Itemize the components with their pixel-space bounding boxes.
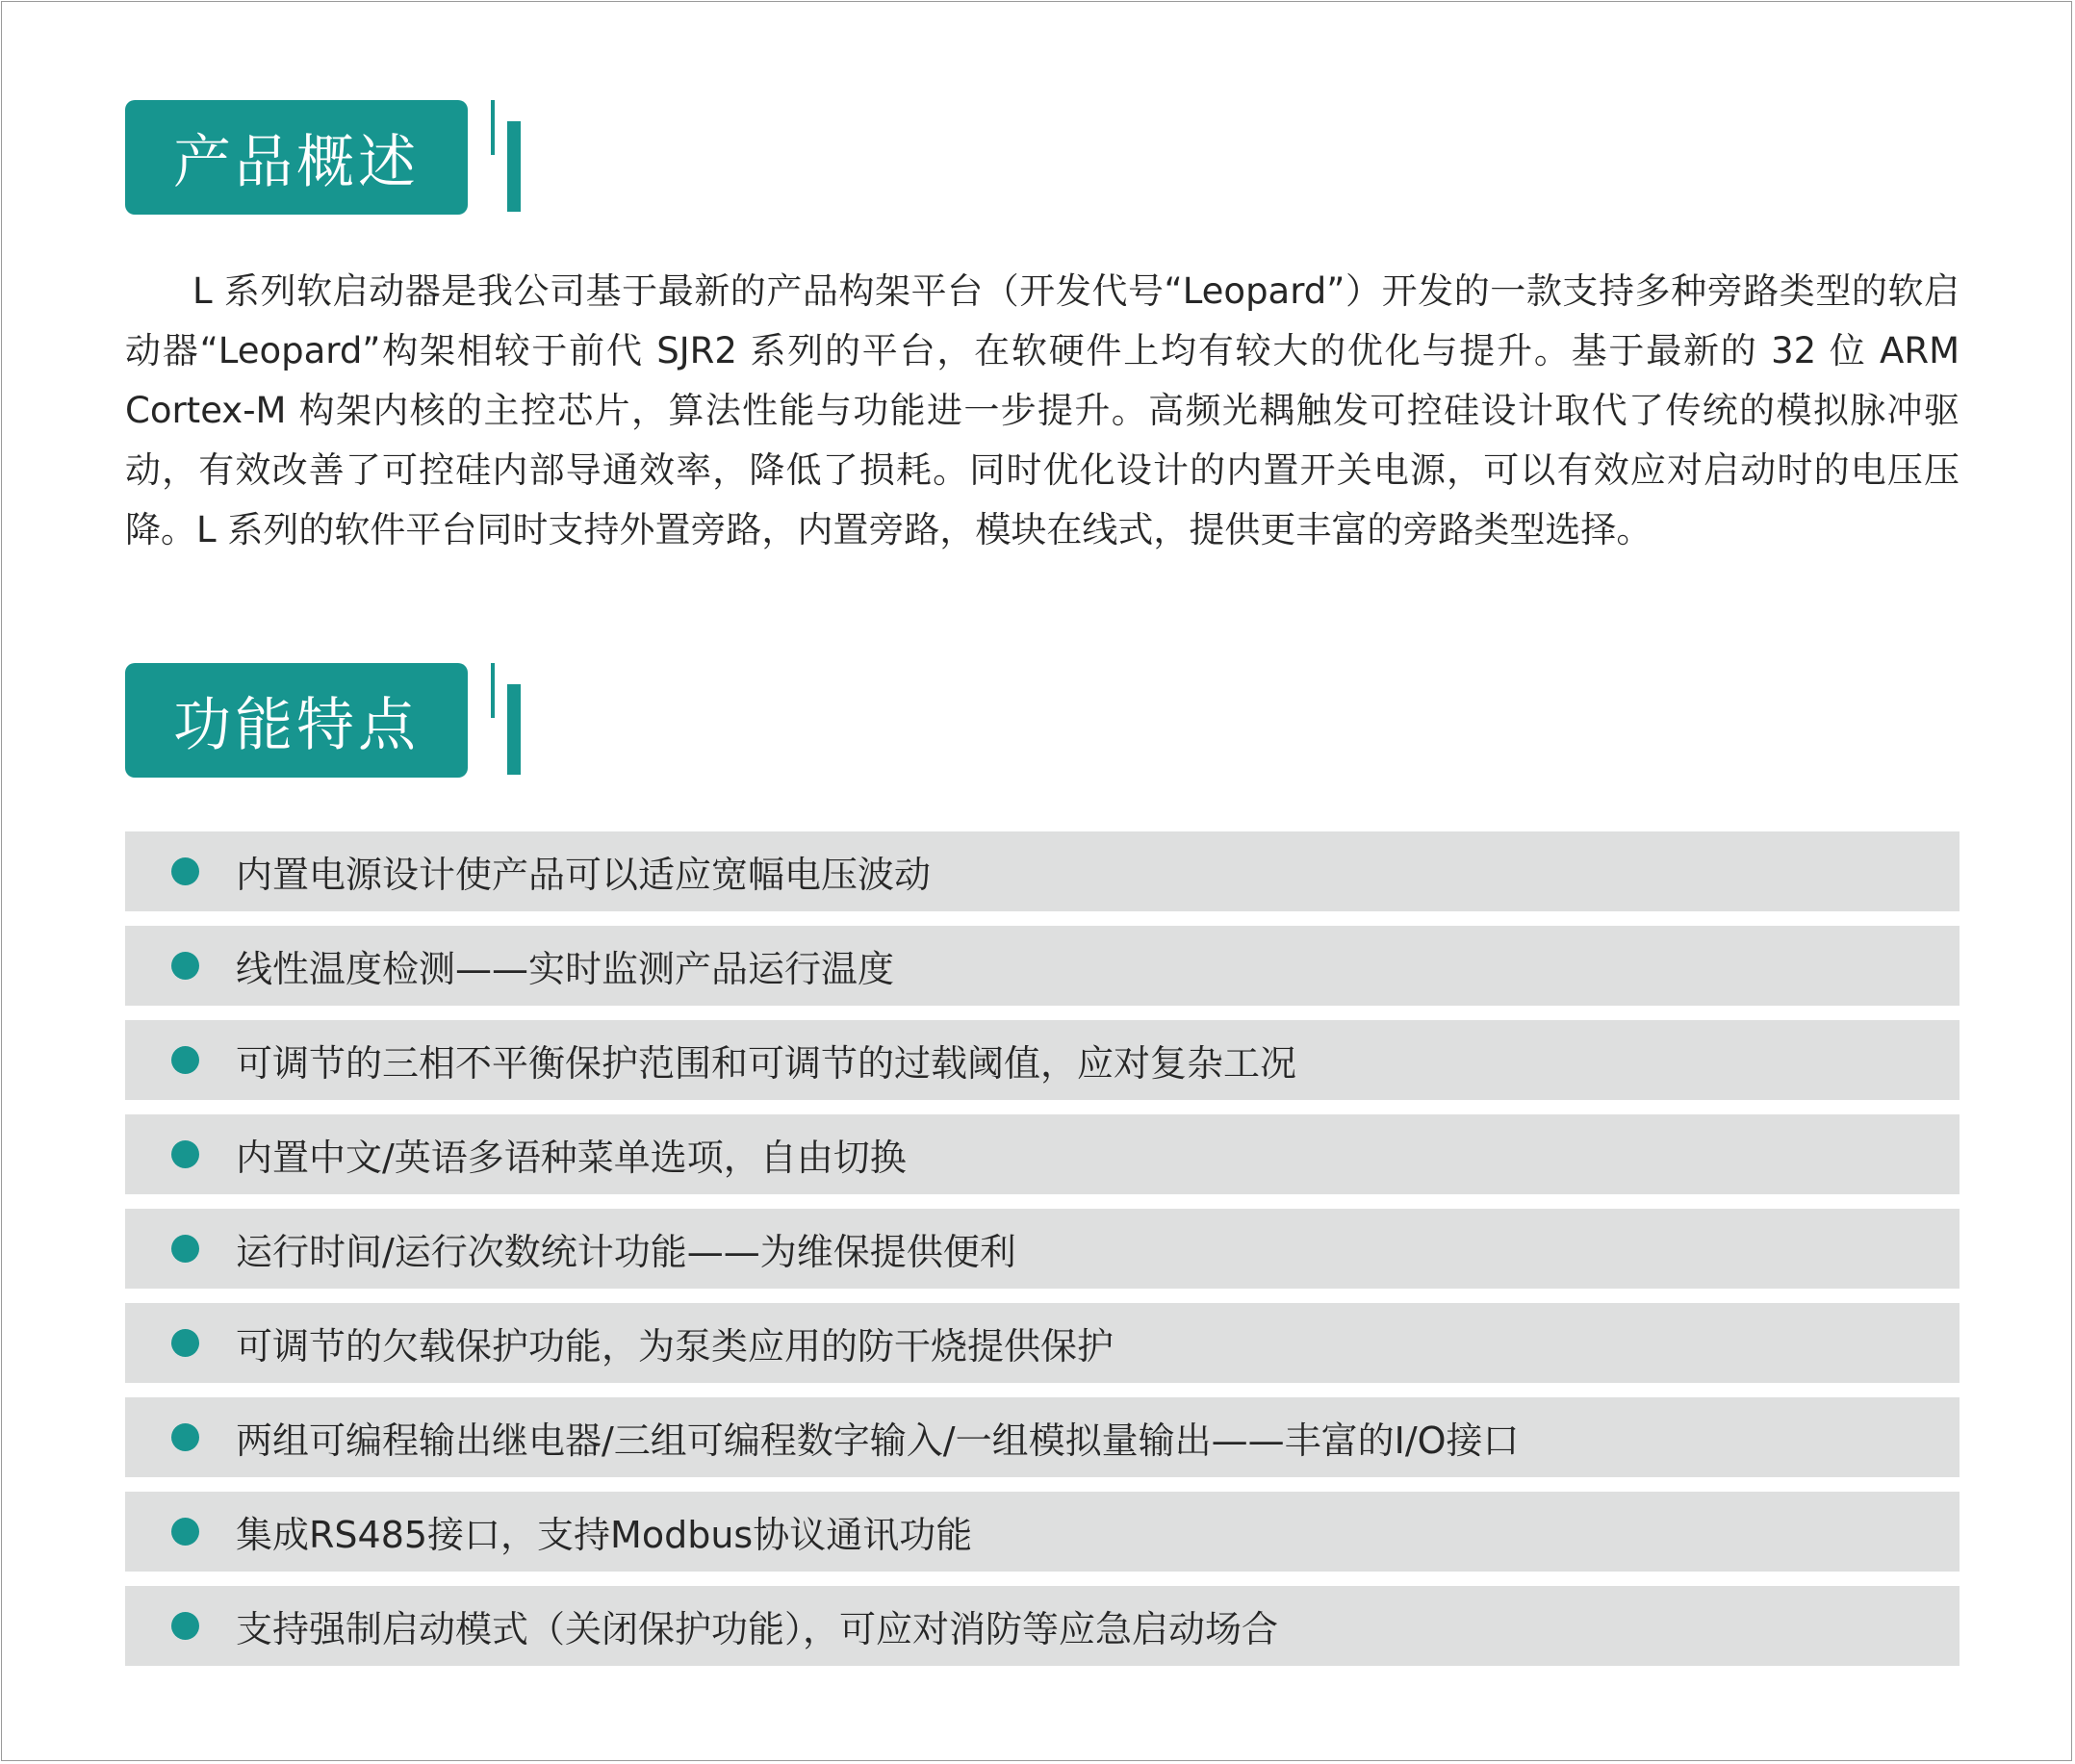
- bullet-dot-icon: [171, 1140, 199, 1168]
- feature-text: 内置电源设计使产品可以适应宽幅电压波动: [236, 854, 932, 896]
- feature-text: 内置中文/英语多语种菜单选项，自由切换: [236, 1137, 907, 1179]
- overview-section-title: 产品概述: [173, 128, 420, 196]
- features-section-title: 功能特点: [173, 691, 420, 759]
- feature-text: 两组可编程输出继电器/三组可编程数字输入/一组模拟量输出——丰富的I/O接口: [236, 1419, 1520, 1462]
- feature-text: 集成RS485接口，支持Modbus协议通讯功能: [236, 1514, 973, 1556]
- feature-row: [125, 1492, 1960, 1572]
- feature-row: [125, 831, 1960, 911]
- feature-row: [125, 1114, 1960, 1194]
- header-accent-thin-bar: [491, 663, 495, 718]
- feature-text: 支持强制启动模式（关闭保护功能），可应对消防等应急启动场合: [236, 1608, 1279, 1650]
- bullet-dot-icon: [171, 1423, 199, 1451]
- bullet-dot-icon: [171, 1518, 199, 1546]
- features-section-header: [125, 663, 468, 778]
- feature-text: 可调节的欠载保护功能，为泵类应用的防干烧提供保护: [236, 1325, 1114, 1368]
- bullet-dot-icon: [171, 1612, 199, 1640]
- bullet-dot-icon: [171, 952, 199, 980]
- feature-row: [125, 1303, 1960, 1383]
- header-accent-thin-bar: [491, 100, 495, 155]
- bullet-dot-icon: [171, 1046, 199, 1074]
- feature-row: [125, 1397, 1960, 1477]
- overview-section-header: [125, 100, 468, 215]
- feature-row: [125, 1209, 1960, 1289]
- feature-text: 运行时间/运行次数统计功能——为维保提供便利: [236, 1231, 1016, 1273]
- feature-text: 可调节的三相不平衡保护范围和可调节的过载阈值，应对复杂工况: [236, 1042, 1297, 1085]
- feature-text: 线性温度检测——实时监测产品运行温度: [236, 948, 895, 990]
- header-accent-thick-bar: [507, 121, 521, 212]
- bullet-dot-icon: [171, 857, 199, 885]
- feature-row: [125, 926, 1960, 1006]
- feature-row: [125, 1020, 1960, 1100]
- bullet-dot-icon: [171, 1235, 199, 1263]
- header-accent-thick-bar: [507, 684, 521, 775]
- overview-paragraph: L 系列软启动器是我公司基于最新的产品构架平台（开发代号“Leopard”）开发的一款支持多种旁路类型的软启动器“Leopard”构架相较于前代 SJR2 系列的平台，在软硬件上均有较大的优化与提升。基于最新的 32 位 ARM Cortex-M 构架内核的主控芯片，算法性能与功能进一步提升。高频光耦触发可控硅设计取代了传统的模拟脉冲驱动，有效改善了可控硅内部导通效率，降低了损耗。同时优化设计的内置开关电源，可以有效应对启动时的电压压降。L 系列的软件平台同时支持外置旁路，内置旁路，模块在线式，提供更丰富的旁路类型选择。: [125, 270, 1960, 550]
- bullet-dot-icon: [171, 1329, 199, 1357]
- feature-row: [125, 1586, 1960, 1666]
- features-list: [125, 831, 1960, 1680]
